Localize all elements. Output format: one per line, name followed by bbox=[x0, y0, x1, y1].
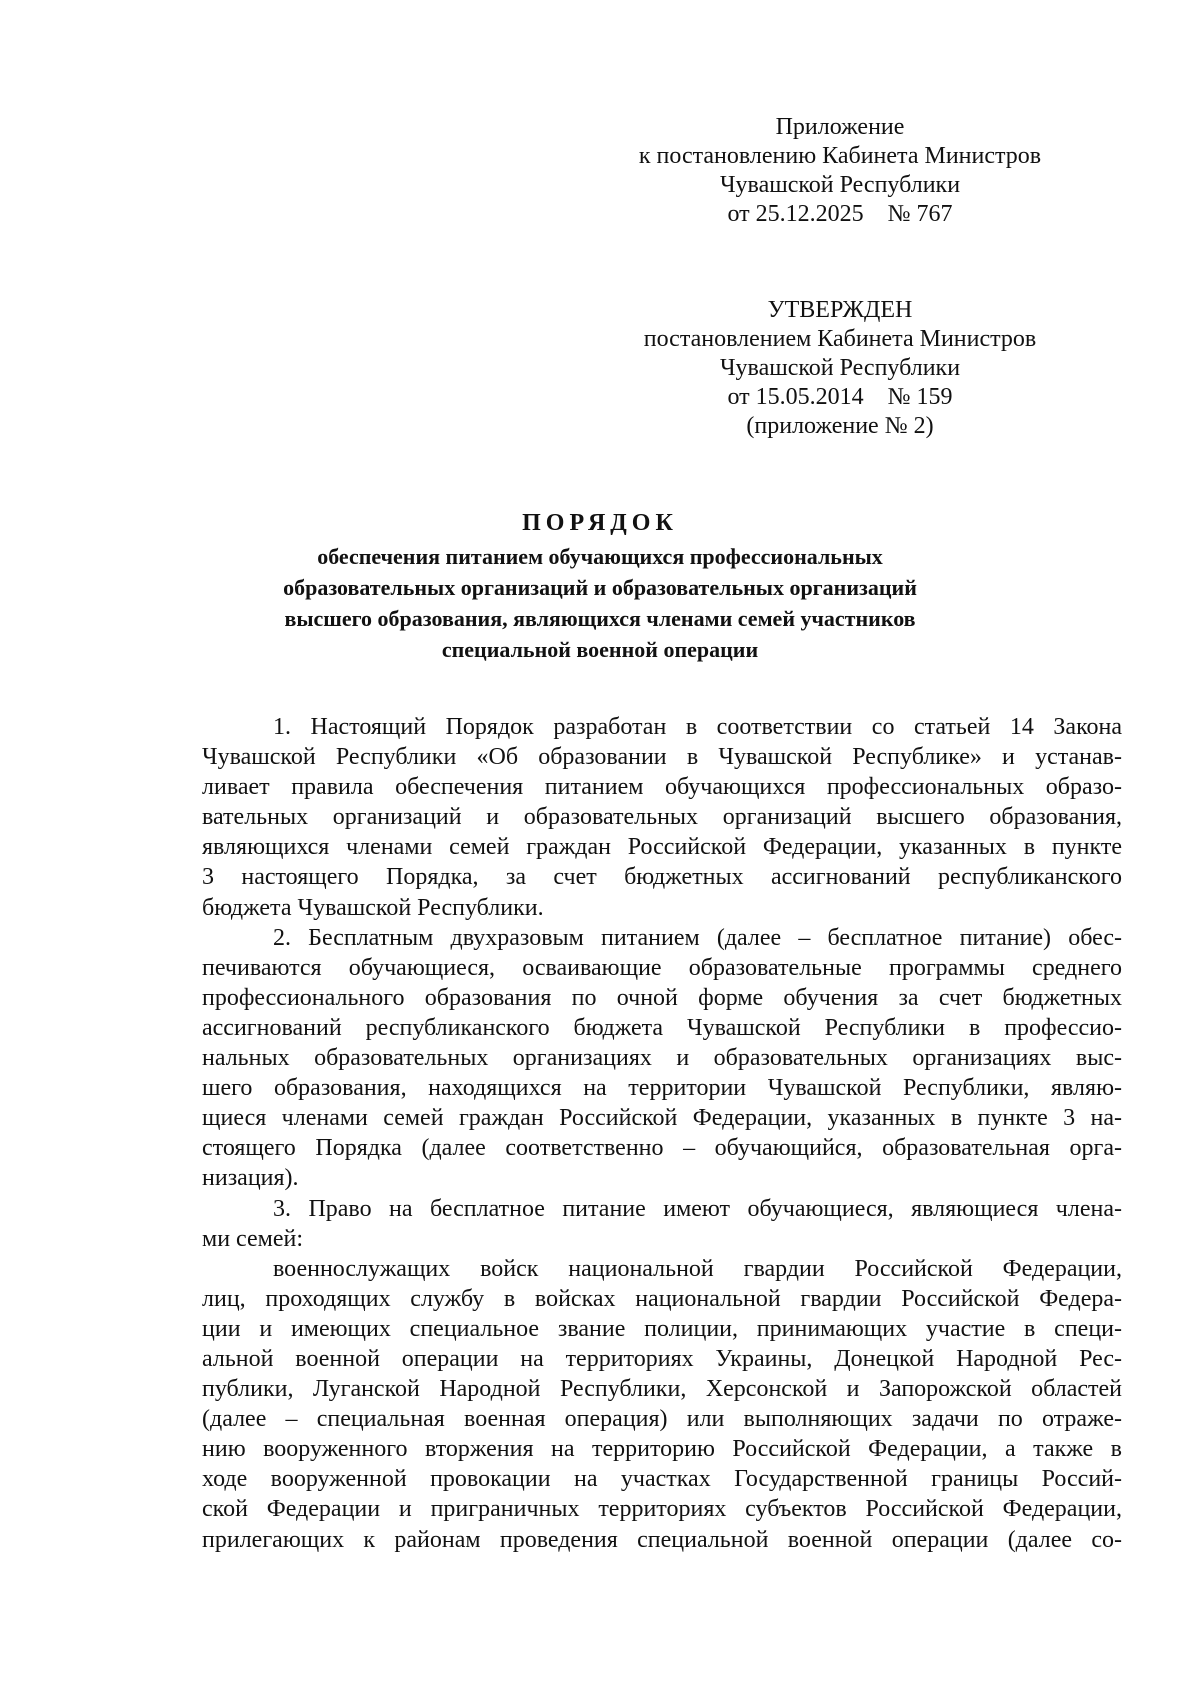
appendix-line: к постановлению Кабинета Министров bbox=[638, 143, 1042, 169]
body-line: лиц, проходящих службу в войсках национальной гвардии Российской Федера- bbox=[202, 1285, 1122, 1312]
body-line: альной военной операции на территориях Украины, Донецкой Народной Рес- bbox=[202, 1345, 1122, 1372]
body-line: бюджета Чувашской Республики. bbox=[202, 894, 544, 921]
body-line: ходе вооруженной провокации на участках Государственной границы Россий- bbox=[202, 1466, 1122, 1493]
body-line: 3 настоящего Порядка, за счет бюджетных ассигнований республиканского bbox=[202, 864, 1122, 891]
appendix-date-number: от 25.12.2025 № 767 bbox=[727, 201, 953, 227]
approved-line: Чувашской Республики bbox=[719, 355, 961, 381]
body-line: ми семей: bbox=[202, 1225, 303, 1252]
title-subtitle-line: высшего образования, являющихся членами семей участников bbox=[284, 606, 916, 631]
body-line: 1. Настоящий Порядок разработан в соответствии со статьей 14 Закона bbox=[273, 714, 1122, 740]
body-line: ассигнований республиканского бюджета Чувашской Республики в профессио- bbox=[202, 1014, 1122, 1041]
appendix-line: Чувашской Республики bbox=[719, 172, 961, 198]
document-title bbox=[200, 508, 1000, 665]
body-line: военнослужащих войск национальной гвардии Российской Федерации, bbox=[273, 1255, 1122, 1282]
approved-appendix-ref: (приложение № 2) bbox=[746, 413, 934, 439]
appendix-header bbox=[620, 113, 1060, 229]
body-line: 3. Право на бесплатное питание имеют обучающиеся, являющиеся члена- bbox=[273, 1195, 1122, 1222]
body-line: Чувашской Республики «Об образовании в Чувашской Республике» и устанав- bbox=[202, 744, 1122, 771]
approved-date-number: от 15.05.2014 № 159 bbox=[727, 384, 953, 410]
approved-header bbox=[620, 296, 1060, 441]
approved-line: постановлением Кабинета Министров bbox=[643, 326, 1037, 352]
body-line: ской Федерации и приграничных территориях субъектов Российской Федерации, bbox=[202, 1496, 1122, 1523]
approved-label: УТВЕРЖДЕН bbox=[767, 297, 913, 323]
body-line: профессионального образования по очной форме обучения за счет бюджетных bbox=[202, 984, 1122, 1011]
title-subtitle-line: обеспечения питанием обучающихся профессиональных bbox=[317, 544, 883, 569]
body-line: нию вооруженного вторжения на территорию Российской Федерации, а также в bbox=[202, 1436, 1122, 1463]
body-line: ливает правила обеспечения питанием обучающихся профессиональных образо- bbox=[202, 774, 1122, 801]
body-line: щиеся членами семей граждан Российской Федерации, указанных в пункте 3 на- bbox=[202, 1105, 1122, 1132]
title-heading: ПОРЯДОК bbox=[522, 510, 678, 536]
document-body bbox=[202, 712, 1122, 1555]
body-line: 2. Бесплатным двухразовым питанием (далее – бесплатное питание) обес- bbox=[273, 924, 1122, 951]
body-line: нальных образовательных организациях и образовательных организациях выс- bbox=[202, 1045, 1122, 1072]
appendix-line: Приложение bbox=[775, 114, 905, 140]
body-line: (далее – специальная военная операция) или выполняющих задачи по отраже- bbox=[202, 1406, 1122, 1433]
body-line: являющихся членами семей граждан Российской Федерации, указанных в пункте bbox=[202, 834, 1122, 861]
body-line: прилегающих к районам проведения специальной военной операции (далее со- bbox=[202, 1526, 1122, 1553]
body-line: публики, Луганской Народной Республики, Херсонской и Запорожской областей bbox=[202, 1376, 1122, 1403]
body-line: шего образования, находящихся на территории Чувашской Республики, являю- bbox=[202, 1075, 1122, 1102]
title-subtitle-line: образовательных организаций и образовательных организаций bbox=[283, 575, 917, 600]
body-line: низация). bbox=[202, 1165, 299, 1192]
body-line: вательных организаций и образовательных организаций высшего образования, bbox=[202, 804, 1122, 831]
title-subtitle-line: специальной военной операции bbox=[441, 637, 759, 662]
body-line: стоящего Порядка (далее соответственно – обучающийся, образовательная орга- bbox=[202, 1135, 1122, 1162]
body-line: ции и имеющих специальное звание полиции, принимающих участие в специ- bbox=[202, 1315, 1122, 1342]
body-line: печиваются обучающиеся, осваивающие образовательные программы среднего bbox=[202, 954, 1122, 981]
